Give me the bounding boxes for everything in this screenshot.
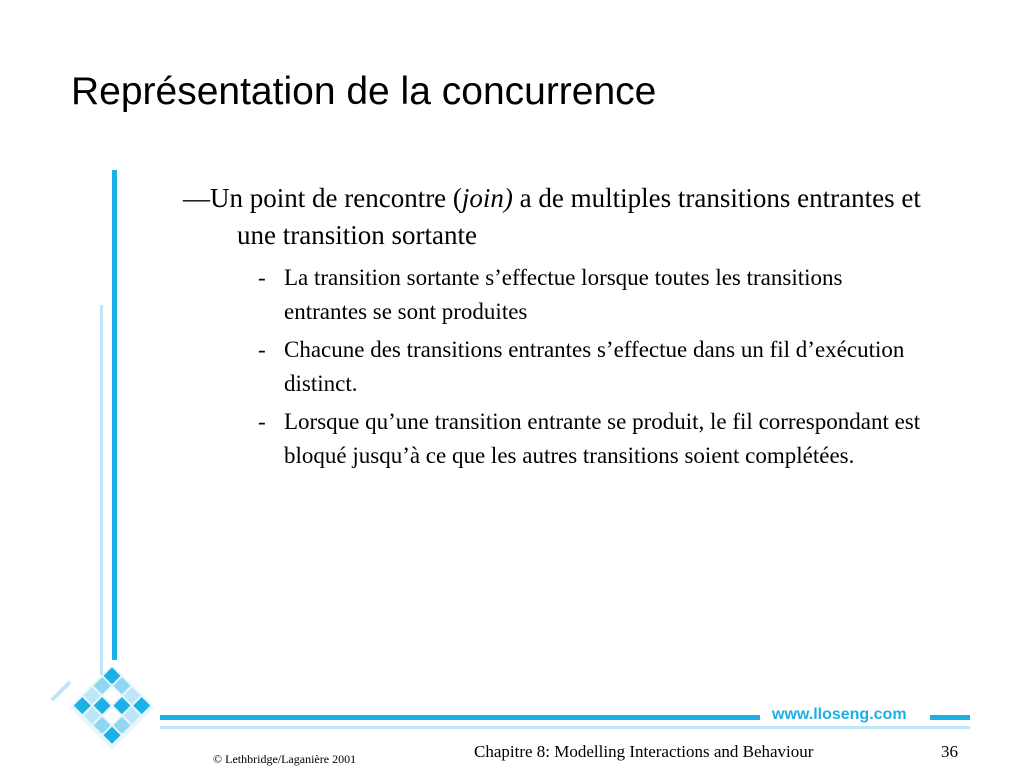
slide-content xyxy=(183,180,930,477)
main-bullet: —Un point de rencontre (join) a de multiples transitions entrantes et une transition sortante xyxy=(183,183,921,250)
sub-bullet-dash: - xyxy=(258,265,266,290)
bottom-accent-bar xyxy=(160,715,760,720)
footer-page-number: 36 xyxy=(941,742,958,761)
footer-chapter: Chapitre 8: Modelling Interactions and Behaviour xyxy=(474,742,814,761)
sub-bullet-dash: - xyxy=(258,409,266,434)
website-label: www.lloseng.com xyxy=(772,706,907,723)
sub-bullet-text: Chacune des transitions entrantes s’effectue dans un fil d’exécution distinct. xyxy=(284,337,905,396)
main-bullet-text-before: Un point de rencontre ( xyxy=(210,183,462,213)
sub-bullet-dash: - xyxy=(258,337,266,362)
mosaic-logo-icon xyxy=(40,645,180,765)
bottom-accent-bar-light xyxy=(160,726,970,729)
footer-copyright: © Lethbridge/Laganière 2001 xyxy=(213,752,357,766)
sub-bullet-list xyxy=(210,261,930,473)
slide-title: Représentation de la concurrence xyxy=(71,70,657,113)
left-accent-bar xyxy=(112,170,117,660)
left-accent-bar-light xyxy=(100,305,103,675)
sub-bullet xyxy=(258,333,930,401)
sub-bullet xyxy=(258,261,930,329)
bottom-accent-bar-right xyxy=(930,715,970,720)
sub-bullet xyxy=(258,405,930,473)
main-bullet-italic-term: join) xyxy=(461,183,513,213)
sub-bullet-text: Lorsque qu’une transition entrante se produit, le fil correspondant est bloqué jusqu’à ce que les autres transitions soient complétées. xyxy=(284,409,921,468)
sub-bullet-text: La transition sortante s’effectue lorsque toutes les transitions entrantes se sont produites xyxy=(284,265,843,324)
main-bullet-text-after: a de multiples transitions entrantes et une transition sortante xyxy=(237,183,921,250)
